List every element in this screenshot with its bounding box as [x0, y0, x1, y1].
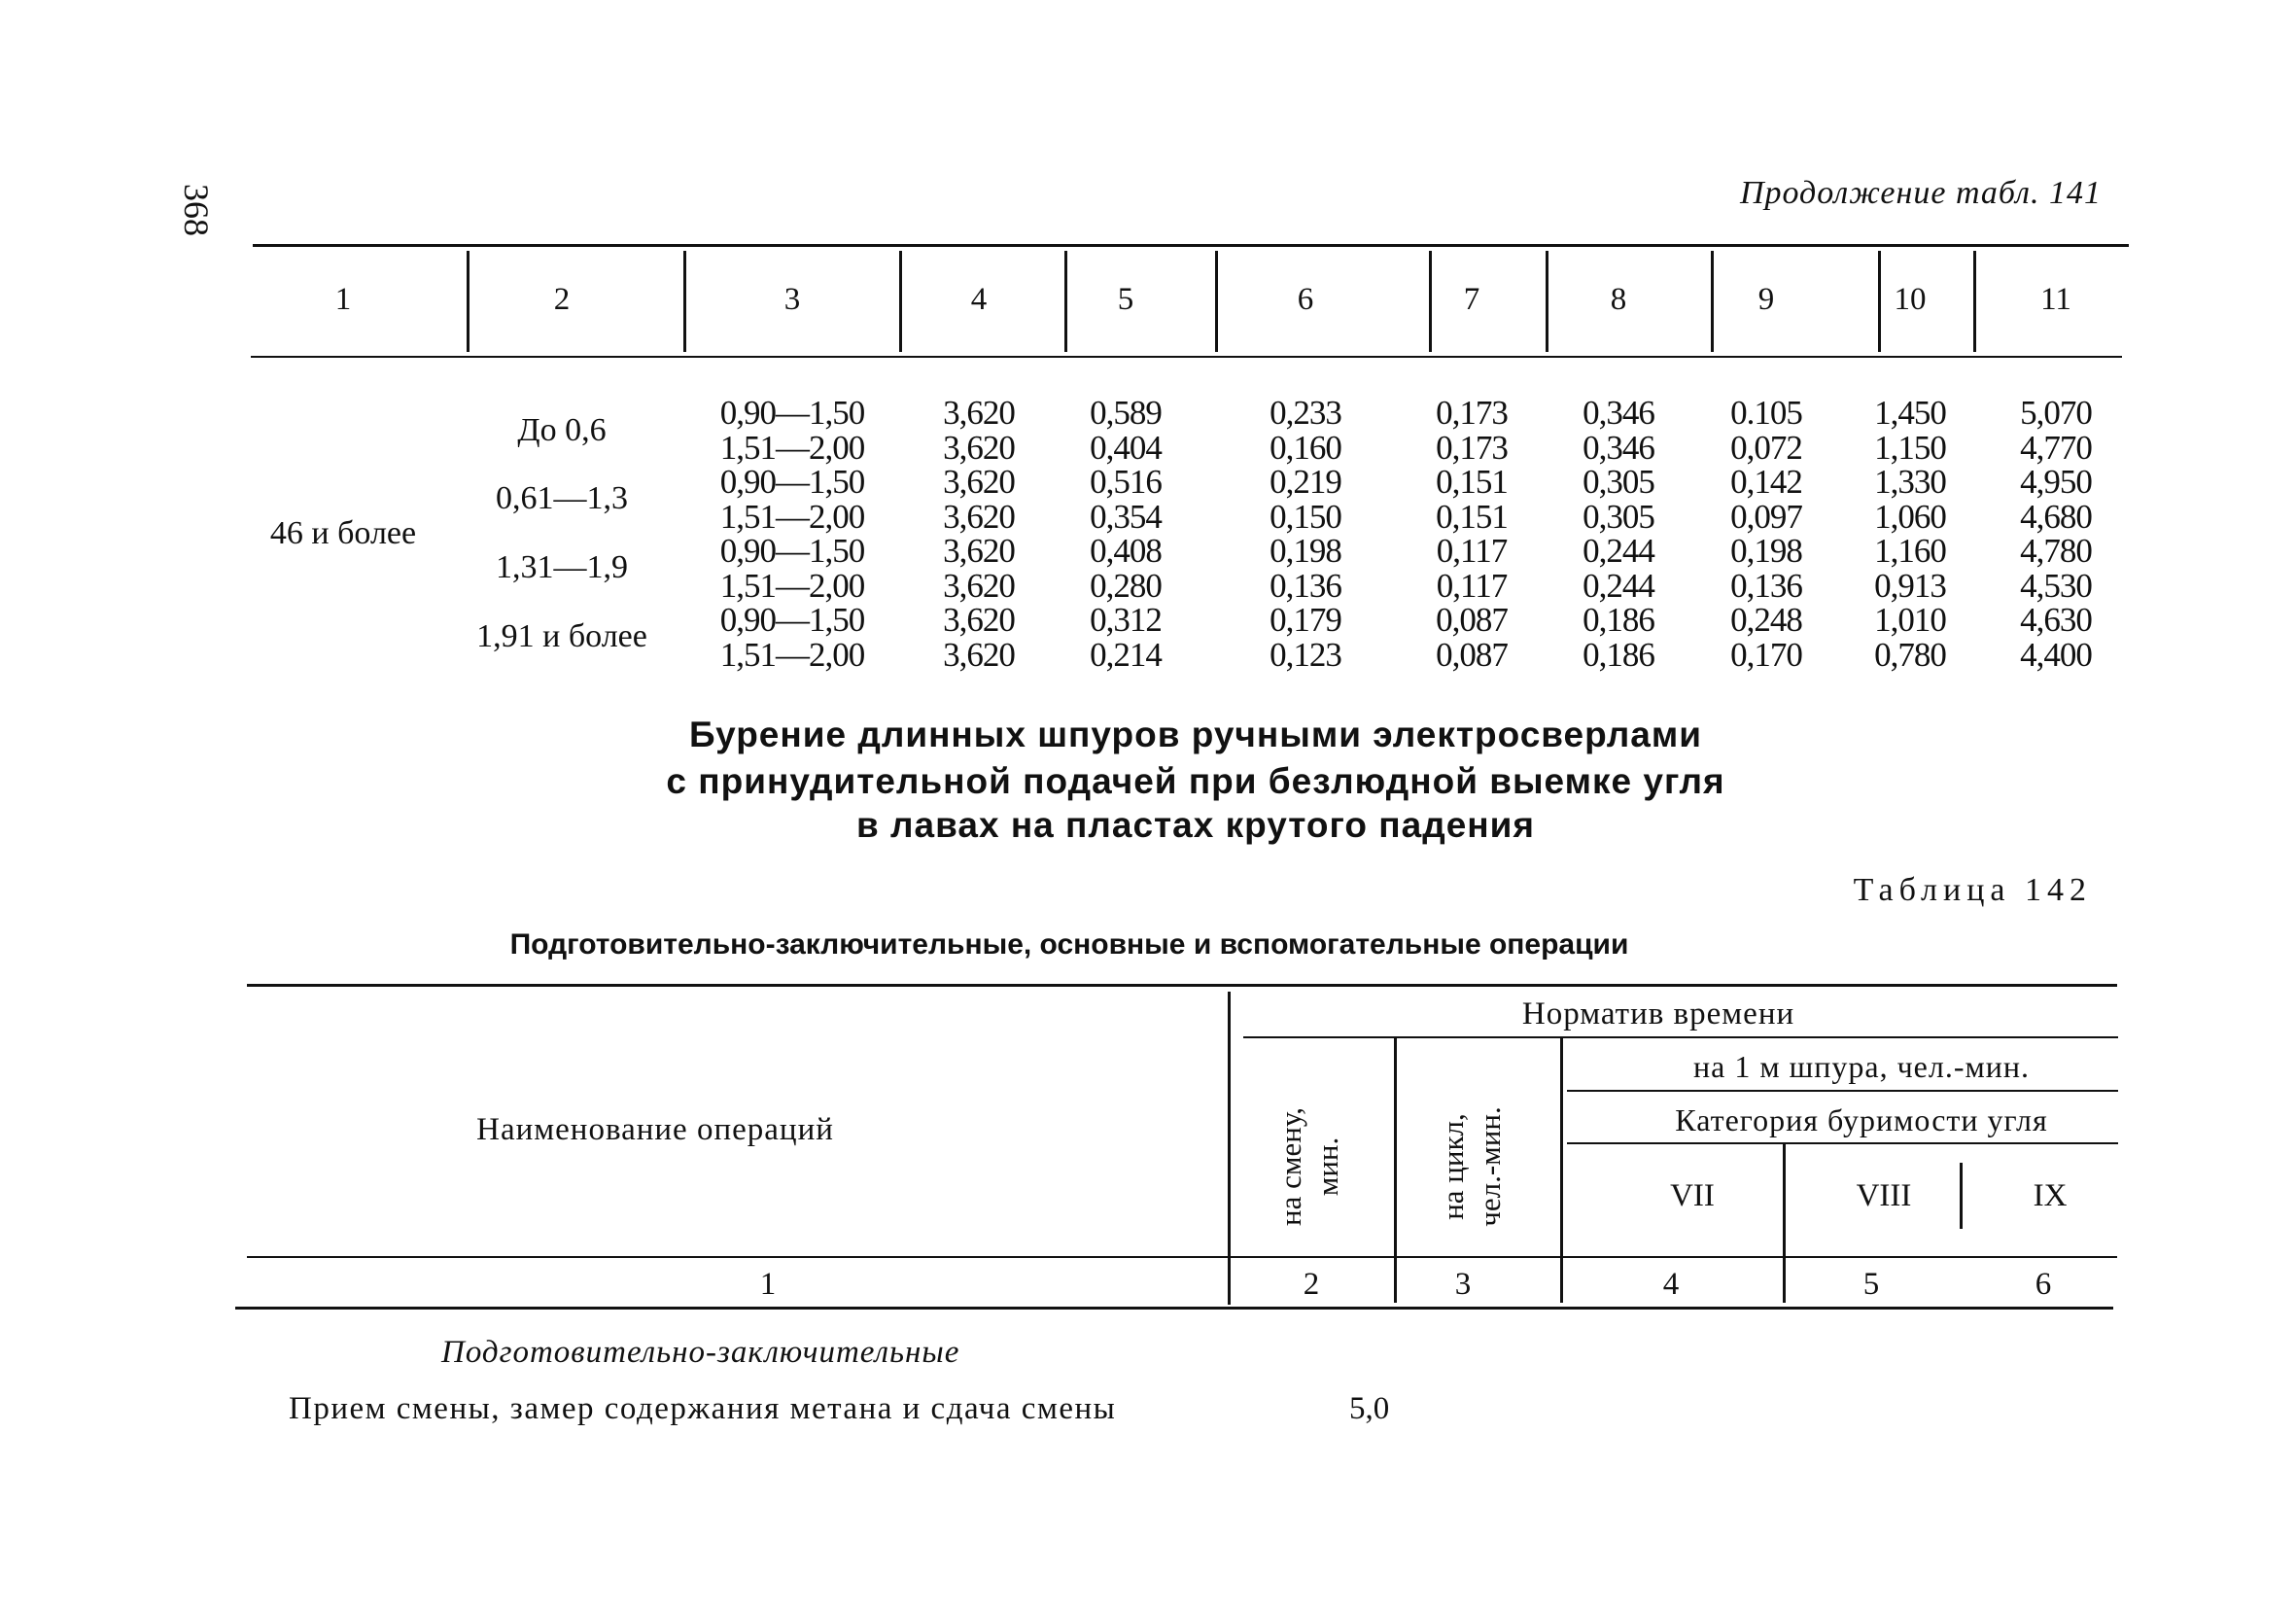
- norm-header: Норматив времени: [1521, 996, 1795, 1031]
- table-cell: 0,589: [1090, 394, 1162, 432]
- table-cell: 0,219: [1270, 463, 1341, 501]
- column-number: 4: [1662, 1267, 1680, 1302]
- table-cell: 0,346: [1583, 394, 1654, 432]
- table-cell: 3,620: [943, 497, 1015, 536]
- table-cell: 0,404: [1090, 428, 1162, 467]
- table-cell: 0,913: [1874, 566, 1946, 605]
- column-number: 5: [1862, 1267, 1880, 1302]
- column-header: 4: [970, 282, 988, 317]
- table-top-rule: [253, 244, 2129, 247]
- column-header: 6: [1297, 282, 1314, 317]
- table-cell: 0,312: [1090, 601, 1162, 639]
- table-cell: 0,087: [1436, 635, 1508, 674]
- column-header: 8: [1610, 282, 1627, 317]
- table-cell: 0,214: [1090, 635, 1162, 674]
- table-cell: 3,620: [943, 463, 1015, 501]
- rule: [1394, 1038, 1397, 1303]
- table-cell: 1,330: [1874, 463, 1946, 501]
- table-cell: 3,620: [943, 635, 1015, 674]
- rule: [1567, 1142, 2118, 1144]
- per-shift-header: [1272, 1107, 1346, 1226]
- table-cell: 0,244: [1583, 532, 1654, 570]
- category-header: Категория буримости угля: [1675, 1102, 2048, 1137]
- column-header: 5: [1117, 282, 1134, 317]
- table-cell: 4,530: [2020, 566, 2092, 605]
- table-cell: 1,51—2,00: [719, 635, 865, 674]
- table-cell: 4,680: [2020, 497, 2092, 536]
- column-divider: [1711, 251, 1714, 352]
- table-cell: 0,117: [1436, 566, 1508, 605]
- table-cell: 0,150: [1270, 497, 1341, 536]
- table-cell: 0,087: [1436, 601, 1508, 639]
- subgroup-label: 0,61—1,3: [496, 480, 628, 516]
- operation-value: 5,0: [1349, 1391, 1390, 1426]
- subheading: Подготовительно-заключительные, основные и вспомогательные операции: [509, 928, 1629, 961]
- table-cell: 1,51—2,00: [719, 428, 865, 467]
- table-cell: 4,400: [2020, 635, 2092, 674]
- table-cell: 1,51—2,00: [719, 566, 865, 605]
- subgroup-label: До 0,6: [517, 412, 607, 448]
- section-title-line: в лавах на пластах крутого падения: [856, 805, 1535, 845]
- table-cell: 4,780: [2020, 532, 2092, 570]
- table-cell: 0,198: [1730, 532, 1802, 570]
- per-cycle-line: чел.-мин.: [1473, 1106, 1507, 1227]
- table-cell: 0,346: [1583, 428, 1654, 467]
- rule: [247, 1256, 2117, 1258]
- column-divider: [899, 251, 902, 352]
- table-cell: 0,780: [1874, 635, 1946, 674]
- table-cell: 0,173: [1436, 428, 1508, 467]
- table-cell: 0,186: [1583, 635, 1654, 674]
- per-cycle-header: [1435, 1106, 1509, 1226]
- table-cell: 1,150: [1874, 428, 1946, 467]
- table-cell: 0,248: [1730, 601, 1802, 639]
- category-vii: VII: [1670, 1178, 1715, 1213]
- per-shift-line: на смену,: [1273, 1107, 1307, 1226]
- column-number: 1: [759, 1267, 777, 1302]
- per-shift-line: мин.: [1310, 1136, 1344, 1197]
- column-number: 3: [1454, 1267, 1472, 1302]
- rule: [247, 984, 2117, 987]
- table-cell: 0,90—1,50: [719, 532, 865, 570]
- column-divider: [467, 251, 470, 352]
- table-cell: 4,950: [2020, 463, 2092, 501]
- table-cell: 0,233: [1270, 394, 1341, 432]
- table-cell: 0,354: [1090, 497, 1162, 536]
- table-cell: 3,620: [943, 532, 1015, 570]
- table-cell: 0,516: [1090, 463, 1162, 501]
- column-divider: [1429, 251, 1432, 352]
- section-label: Подготовительно-заключительные: [441, 1335, 960, 1370]
- table-header-rule: [251, 356, 2122, 358]
- table-cell: 0,097: [1730, 497, 1802, 536]
- rule: [1783, 1144, 1786, 1303]
- section-title-line: с принудительной подачей при безлюдной выемке угля: [666, 761, 1725, 801]
- subgroup-label: 1,91 и более: [476, 618, 647, 654]
- table-cell: 0,179: [1270, 601, 1341, 639]
- operation-name: Прием смены, замер содержания метана и сдача смены: [289, 1391, 1117, 1426]
- subgroup-label: 1,31—1,9: [496, 549, 628, 585]
- table-cell: 0,90—1,50: [719, 463, 865, 501]
- table-cell: 0,151: [1436, 497, 1508, 536]
- table-cell: 0,305: [1583, 463, 1654, 501]
- rule: [1243, 1036, 2118, 1038]
- table-cell: 4,770: [2020, 428, 2092, 467]
- table-cell: 0,90—1,50: [719, 394, 865, 432]
- column-header: 3: [783, 282, 801, 317]
- table-cell: 0,305: [1583, 497, 1654, 536]
- column-divider: [683, 251, 686, 352]
- column-divider: [1064, 251, 1067, 352]
- column-header: 9: [1757, 282, 1775, 317]
- table-cell: 0.105: [1730, 394, 1802, 432]
- rule: [1960, 1163, 1963, 1229]
- table-cell: 1,51—2,00: [719, 497, 865, 536]
- column-header: 11: [2040, 282, 2071, 317]
- table-cell: 0,160: [1270, 428, 1341, 467]
- table-cell: 0,072: [1730, 428, 1802, 467]
- table-cell: 1,160: [1874, 532, 1946, 570]
- group-label: 46 и более: [269, 515, 417, 551]
- continuation-label: Продолжение табл. 141: [1739, 175, 2102, 211]
- table-cell: 0,170: [1730, 635, 1802, 674]
- section-title-line: Бурение длинных шпуров ручными электросверлами: [689, 715, 1702, 754]
- column-divider: [1973, 251, 1976, 352]
- category-ix: IX: [2033, 1178, 2068, 1213]
- table-cell: 0,136: [1270, 566, 1341, 605]
- table-cell: 0,142: [1730, 463, 1802, 501]
- table-cell: 0,198: [1270, 532, 1341, 570]
- table-cell: 0,244: [1583, 566, 1654, 605]
- page-number: 368: [177, 184, 216, 236]
- table-cell: 5,070: [2020, 394, 2092, 432]
- rule: [1567, 1090, 2118, 1092]
- table-cell: 1,010: [1874, 601, 1946, 639]
- rule: [235, 1307, 2113, 1310]
- table-cell: 0,123: [1270, 635, 1341, 674]
- table-cell: 0,280: [1090, 566, 1162, 605]
- per-meter-header: на 1 м шпура, чел.-мин.: [1693, 1049, 2030, 1084]
- table-cell: 0,151: [1436, 463, 1508, 501]
- column-header: 7: [1463, 282, 1480, 317]
- table-cell: 0,117: [1436, 532, 1508, 570]
- column-divider: [1546, 251, 1548, 352]
- table-cell: 0,173: [1436, 394, 1508, 432]
- table-cell: 3,620: [943, 601, 1015, 639]
- table-cell: 3,620: [943, 428, 1015, 467]
- column-header: 2: [553, 282, 571, 317]
- table-label: Таблица 142: [1853, 872, 2092, 908]
- table-cell: 0,186: [1583, 601, 1654, 639]
- column-number: 6: [2035, 1267, 2052, 1302]
- table-cell: 0,136: [1730, 566, 1802, 605]
- table-cell: 1,060: [1874, 497, 1946, 536]
- table-cell: 0,408: [1090, 532, 1162, 570]
- column-divider: [1878, 251, 1881, 352]
- column-header: 1: [334, 282, 352, 317]
- table-cell: 4,630: [2020, 601, 2092, 639]
- table-cell: 0,90—1,50: [719, 601, 865, 639]
- column-divider: [1215, 251, 1218, 352]
- table-cell: 3,620: [943, 394, 1015, 432]
- category-viii: VIII: [1856, 1178, 1912, 1213]
- table-cell: 3,620: [943, 566, 1015, 605]
- rule: [1560, 1038, 1563, 1303]
- per-cycle-line: на цикл,: [1436, 1113, 1470, 1220]
- operation-name-header: Наименование операций: [476, 1112, 834, 1147]
- column-number: 2: [1303, 1267, 1320, 1302]
- table-cell: 1,450: [1874, 394, 1946, 432]
- column-header: 10: [1894, 282, 1927, 317]
